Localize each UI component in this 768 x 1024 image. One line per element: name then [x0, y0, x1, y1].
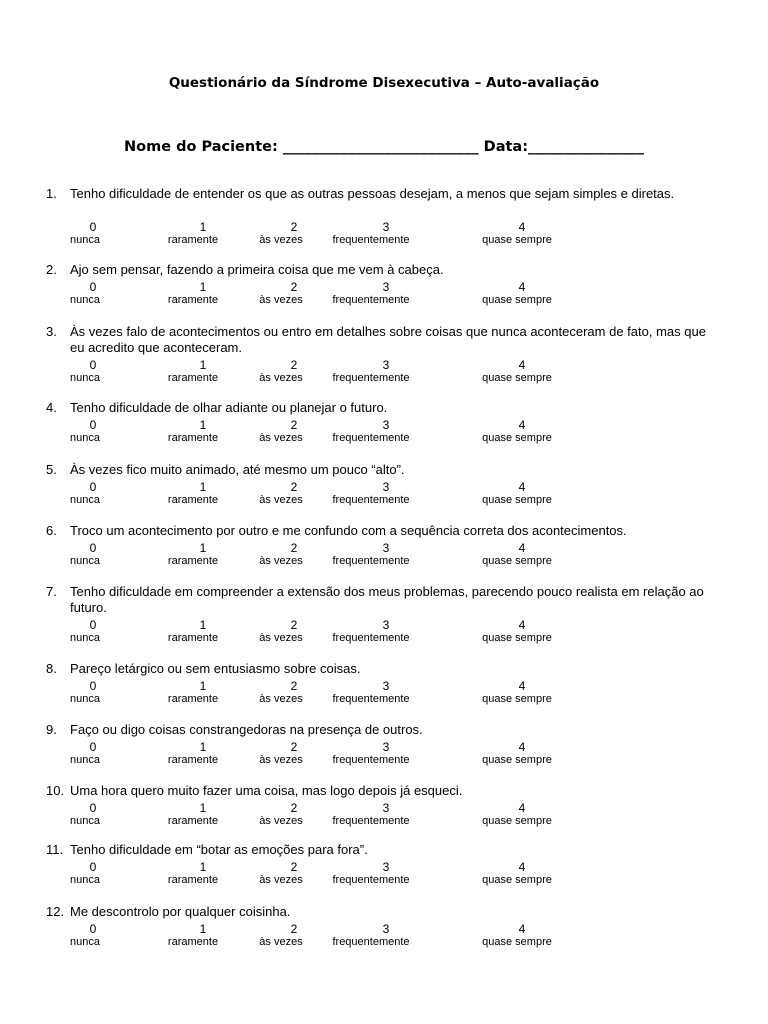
scale-label-0: nunca — [70, 815, 100, 827]
question-number: 2. — [46, 262, 57, 277]
scale-value-1[interactable]: 1 — [199, 740, 207, 754]
rating-scale — [0, 922, 768, 952]
question-number: 5. — [46, 462, 57, 477]
question-item — [0, 783, 768, 843]
rating-scale — [0, 860, 768, 890]
rating-scale — [0, 280, 768, 310]
question-number: 4. — [46, 400, 57, 415]
question-text: Tenho dificuldade de olhar adiante ou planejar o futuro. — [70, 400, 388, 415]
question-text: Me descontrolo por qualquer coisinha. — [70, 904, 291, 919]
scale-label-2: às vezes — [259, 555, 303, 567]
question-item — [0, 400, 768, 460]
scale-value-3[interactable]: 3 — [382, 358, 390, 372]
scale-label-0: nunca — [70, 936, 100, 948]
question-text: Tenho dificuldade de entender os que as outras pessoas desejam, a menos que sejam simples e diretas. — [70, 186, 675, 201]
date-blank[interactable]: ________________ — [528, 139, 644, 155]
scale-value-4[interactable]: 4 — [518, 618, 526, 632]
rating-scale — [0, 541, 768, 571]
scale-value-1[interactable]: 1 — [199, 418, 207, 432]
scale-value-4[interactable]: 4 — [518, 418, 526, 432]
scale-value-2[interactable]: 2 — [290, 860, 298, 874]
question-text: Tenho dificuldade em compreender a extensão dos meus problemas, parecendo pouco realista em relação ao futuro. — [70, 584, 704, 615]
question-text: Às vezes falo de acontecimentos ou entro em detalhes sobre coisas que nunca aconteceram de fato, mas que eu acredito que aconteceram. — [70, 324, 706, 355]
scale-value-2[interactable]: 2 — [290, 618, 298, 632]
scale-label-3: frequentemente — [332, 874, 410, 886]
question-number: 6. — [46, 523, 57, 538]
scale-value-1[interactable]: 1 — [199, 860, 207, 874]
rating-scale — [0, 480, 768, 510]
scale-label-4: quase sempre — [482, 432, 552, 444]
scale-value-4[interactable]: 4 — [518, 679, 526, 693]
scale-value-0[interactable]: 0 — [89, 801, 97, 815]
scale-value-2[interactable]: 2 — [290, 679, 298, 693]
rating-scale — [0, 358, 768, 388]
scale-value-0[interactable]: 0 — [89, 280, 97, 294]
scale-label-4: quase sempre — [482, 294, 552, 306]
scale-value-1[interactable]: 1 — [199, 922, 207, 936]
scale-value-1[interactable]: 1 — [199, 280, 207, 294]
question-text: Uma hora quero muito fazer uma coisa, mas logo depois já esqueci. — [70, 783, 463, 798]
scale-label-3: frequentemente — [332, 815, 410, 827]
question-item — [0, 904, 768, 964]
scale-value-4[interactable]: 4 — [518, 480, 526, 494]
scale-value-3[interactable]: 3 — [382, 618, 390, 632]
scale-value-3[interactable]: 3 — [382, 220, 390, 234]
question-item — [0, 186, 768, 246]
scale-value-4[interactable]: 4 — [518, 541, 526, 555]
scale-label-1: raramente — [167, 874, 219, 886]
scale-label-2: às vezes — [259, 432, 303, 444]
scale-label-4: quase sempre — [482, 754, 552, 766]
scale-label-0: nunca — [70, 754, 100, 766]
scale-label-1: raramente — [167, 372, 219, 384]
scale-value-3[interactable]: 3 — [382, 860, 390, 874]
question-item — [0, 584, 768, 644]
scale-value-3[interactable]: 3 — [382, 922, 390, 936]
rating-scale — [0, 418, 768, 448]
question-text: Faço ou digo coisas constrangedoras na presença de outros. — [70, 722, 423, 737]
scale-value-0[interactable]: 0 — [89, 922, 97, 936]
scale-value-0[interactable]: 0 — [89, 740, 97, 754]
scale-value-4[interactable]: 4 — [518, 740, 526, 754]
question-number: 8. — [46, 661, 57, 676]
scale-value-1[interactable]: 1 — [199, 679, 207, 693]
scale-label-3: frequentemente — [332, 372, 410, 384]
scale-label-2: às vezes — [259, 294, 303, 306]
scale-label-3: frequentemente — [332, 632, 410, 644]
scale-label-2: às vezes — [259, 632, 303, 644]
scale-value-1[interactable]: 1 — [199, 358, 207, 372]
scale-label-2: às vezes — [259, 815, 303, 827]
scale-value-2[interactable]: 2 — [290, 801, 298, 815]
question-item — [0, 324, 768, 384]
scale-value-1[interactable]: 1 — [199, 801, 207, 815]
scale-value-2[interactable]: 2 — [290, 740, 298, 754]
scale-label-2: às vezes — [259, 372, 303, 384]
scale-label-4: quase sempre — [482, 815, 552, 827]
scale-label-2: às vezes — [259, 234, 303, 246]
scale-value-2[interactable]: 2 — [290, 358, 298, 372]
question-number: 7. — [46, 584, 57, 599]
scale-value-4[interactable]: 4 — [518, 280, 526, 294]
scale-value-2[interactable]: 2 — [290, 922, 298, 936]
scale-value-0[interactable]: 0 — [89, 618, 97, 632]
scale-value-4[interactable]: 4 — [518, 922, 526, 936]
scale-label-0: nunca — [70, 555, 100, 567]
scale-label-3: frequentemente — [332, 494, 410, 506]
question-item — [0, 523, 768, 583]
scale-value-0[interactable]: 0 — [89, 679, 97, 693]
question-item — [0, 661, 768, 721]
question-number: 1. — [46, 186, 57, 201]
scale-value-3[interactable]: 3 — [382, 541, 390, 555]
scale-value-2[interactable]: 2 — [290, 541, 298, 555]
question-text: Ajo sem pensar, fazendo a primeira coisa que me vem à cabeça. — [70, 262, 444, 277]
scale-value-4[interactable]: 4 — [518, 860, 526, 874]
scale-label-3: frequentemente — [332, 693, 410, 705]
scale-value-3[interactable]: 3 — [382, 480, 390, 494]
question-text: Troco um acontecimento por outro e me confundo com a sequência correta dos acontecimentos. — [70, 523, 627, 538]
patient-name-label: Nome do Paciente: — [123, 139, 278, 155]
scale-label-0: nunca — [70, 372, 100, 384]
question-number: 11. — [46, 842, 64, 857]
scale-label-1: raramente — [167, 294, 219, 306]
scale-label-4: quase sempre — [482, 632, 552, 644]
scale-label-4: quase sempre — [482, 874, 552, 886]
scale-label-4: quase sempre — [482, 494, 552, 506]
scale-value-3[interactable]: 3 — [382, 280, 390, 294]
question-number: 9. — [46, 722, 57, 737]
scale-label-1: raramente — [167, 693, 219, 705]
scale-value-3[interactable]: 3 — [382, 679, 390, 693]
question-item — [0, 462, 768, 522]
rating-scale — [0, 740, 768, 770]
rating-scale — [0, 801, 768, 831]
scale-label-3: frequentemente — [332, 234, 410, 246]
scale-value-0[interactable]: 0 — [89, 480, 97, 494]
scale-value-0[interactable]: 0 — [89, 541, 97, 555]
scale-value-0[interactable]: 0 — [89, 220, 97, 234]
scale-value-3[interactable]: 3 — [382, 801, 390, 815]
scale-value-0[interactable]: 0 — [89, 358, 97, 372]
question-number: 3. — [46, 324, 57, 339]
scale-value-0[interactable]: 0 — [89, 418, 97, 432]
scale-label-0: nunca — [70, 693, 100, 705]
scale-value-1[interactable]: 1 — [199, 618, 207, 632]
question-item — [0, 262, 768, 322]
scale-label-4: quase sempre — [482, 372, 552, 384]
rating-scale — [0, 679, 768, 709]
scale-value-2[interactable]: 2 — [290, 220, 298, 234]
scale-value-1[interactable]: 1 — [199, 541, 207, 555]
scale-label-0: nunca — [70, 874, 100, 886]
date-label: Data: — [483, 139, 528, 155]
scale-label-0: nunca — [70, 632, 100, 644]
scale-value-3[interactable]: 3 — [382, 418, 390, 432]
scale-label-1: raramente — [167, 494, 219, 506]
scale-value-1[interactable]: 1 — [199, 220, 207, 234]
scale-value-4[interactable]: 4 — [518, 801, 526, 815]
scale-label-3: frequentemente — [332, 294, 410, 306]
question-text: Tenho dificuldade em “botar as emoções para fora”. — [70, 842, 368, 857]
scale-label-1: raramente — [167, 234, 219, 246]
scale-label-1: raramente — [167, 815, 219, 827]
scale-value-4[interactable]: 4 — [518, 358, 526, 372]
scale-label-1: raramente — [167, 632, 219, 644]
scale-value-0[interactable]: 0 — [89, 860, 97, 874]
scale-label-1: raramente — [167, 432, 219, 444]
scale-label-0: nunca — [70, 234, 100, 246]
scale-label-3: frequentemente — [332, 754, 410, 766]
scale-value-4[interactable]: 4 — [518, 220, 526, 234]
page-title: Questionário da Síndrome Disexecutiva – Auto-avaliação — [168, 75, 600, 91]
scale-label-4: quase sempre — [482, 555, 552, 567]
scale-value-1[interactable]: 1 — [199, 480, 207, 494]
rating-scale — [0, 618, 768, 648]
scale-label-2: às vezes — [259, 693, 303, 705]
scale-label-4: quase sempre — [482, 936, 552, 948]
question-text: Pareço letárgico ou sem entusiasmo sobre coisas. — [70, 661, 361, 676]
scale-label-4: quase sempre — [482, 234, 552, 246]
scale-label-3: frequentemente — [332, 936, 410, 948]
scale-label-3: frequentemente — [332, 432, 410, 444]
scale-label-2: às vezes — [259, 874, 303, 886]
scale-label-4: quase sempre — [482, 693, 552, 705]
scale-value-3[interactable]: 3 — [382, 740, 390, 754]
scale-label-2: às vezes — [259, 754, 303, 766]
scale-label-0: nunca — [70, 294, 100, 306]
scale-label-3: frequentemente — [332, 555, 410, 567]
scale-label-2: às vezes — [259, 936, 303, 948]
question-number: 12. — [46, 904, 65, 919]
scale-label-2: às vezes — [259, 494, 303, 506]
scale-label-0: nunca — [70, 432, 100, 444]
patient-name-blank[interactable]: ___________________________ — [282, 139, 479, 155]
scale-value-2[interactable]: 2 — [290, 480, 298, 494]
scale-label-1: raramente — [167, 754, 219, 766]
patient-info-line — [0, 139, 768, 155]
scale-label-1: raramente — [167, 936, 219, 948]
question-number: 10. — [46, 783, 65, 798]
question-text: Às vezes fico muito animado, até mesmo um pouco “alto”. — [70, 462, 405, 477]
scale-value-2[interactable]: 2 — [290, 280, 298, 294]
scale-label-1: raramente — [167, 555, 219, 567]
question-item — [0, 722, 768, 782]
scale-value-2[interactable]: 2 — [290, 418, 298, 432]
question-item — [0, 842, 768, 902]
rating-scale — [0, 220, 768, 250]
scale-label-0: nunca — [70, 494, 100, 506]
